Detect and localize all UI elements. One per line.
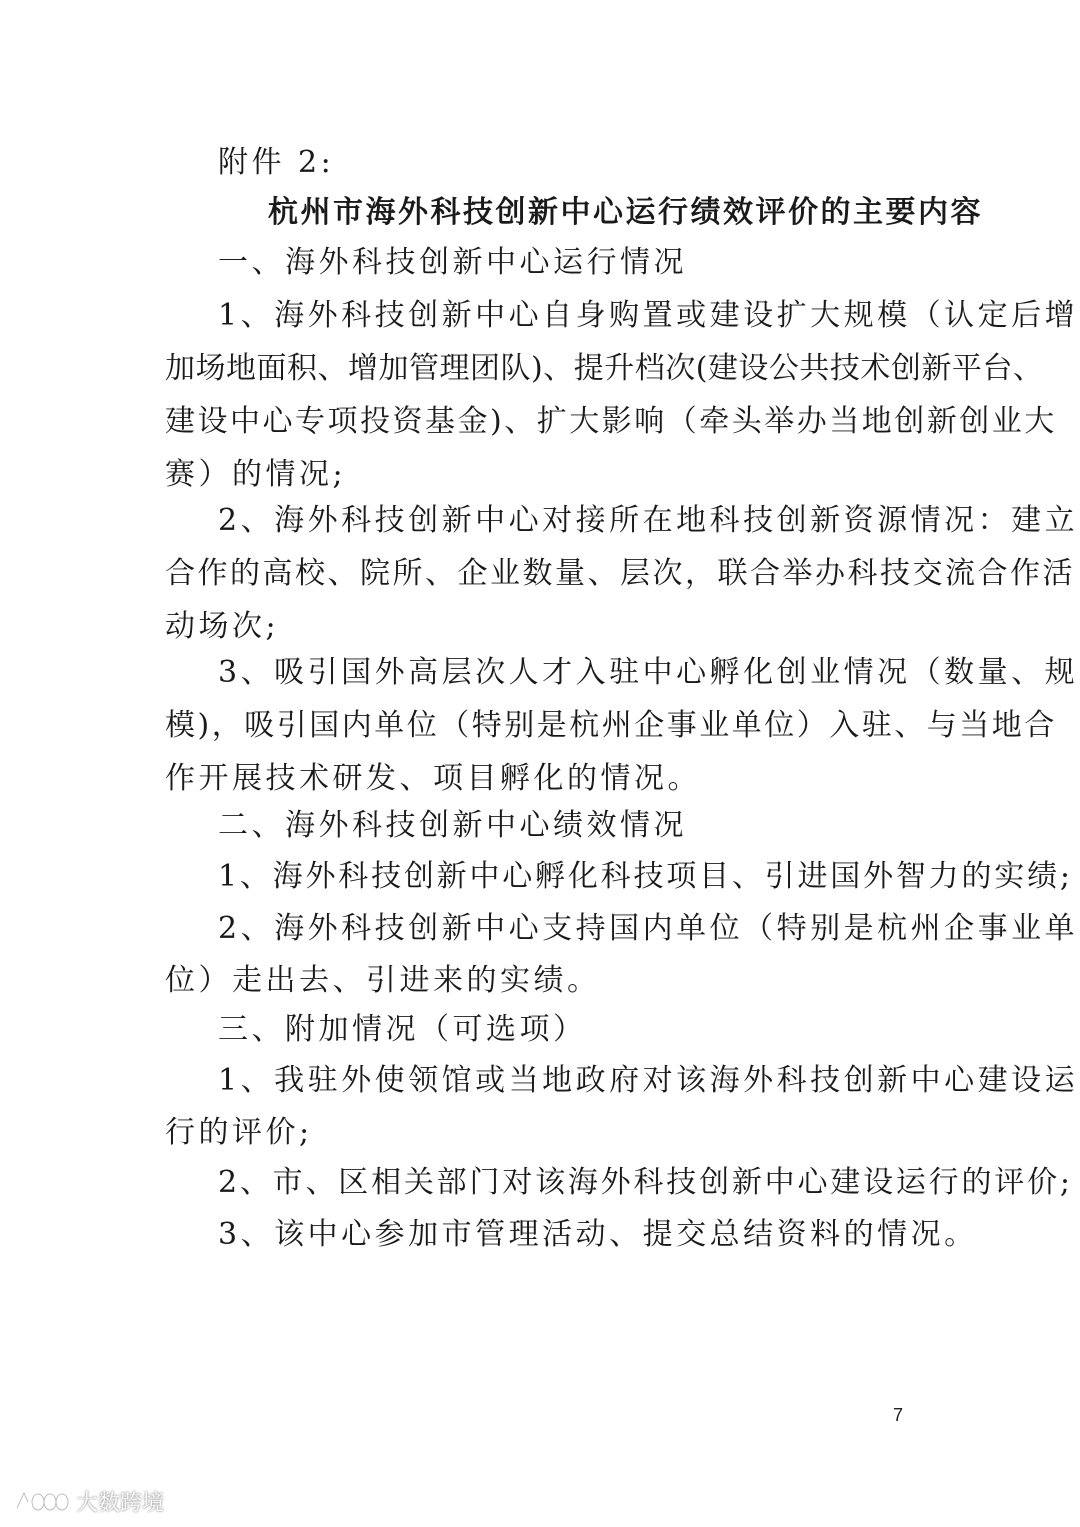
- body-line: 位）走出去、引进来的实绩。: [165, 963, 601, 998]
- watermark: [14, 1486, 164, 1516]
- document-title: 杭州市海外科技创新中心运行绩效评价的主要内容: [268, 195, 983, 230]
- body-line: 加场地面积、增加管理团队)、提升档次(建设公共技术创新平台、: [165, 351, 1044, 386]
- body-line: 3、该中心参加市管理活动、提交总结资料的情况。: [218, 1217, 978, 1252]
- body-line: 1、我驻外使领馆或当地政府对该海外科技创新中心建设运: [218, 1063, 1079, 1098]
- body-line: 作开展技术研发、项目孵化的情况。: [165, 761, 701, 796]
- page-number: 7: [893, 1405, 904, 1425]
- logo-icon: [14, 1488, 72, 1514]
- section-heading: 一、海外科技创新中心运行情况: [218, 245, 687, 280]
- section-heading: 三、附加情况（可选项）: [218, 1012, 587, 1047]
- body-line: 动场次;: [165, 609, 280, 644]
- body-line: 建设中心专项投资基金)、扩大影响（牵头举办当地创新创业大: [165, 404, 1057, 439]
- body-line: 模)，吸引国内单位（特别是杭州企事业单位）入驻、与当地合: [165, 708, 1057, 743]
- watermark-text: 大数跨境: [76, 1490, 165, 1516]
- body-line: 3、吸引国外高层次人才入驻中心孵化创业情况（数量、规: [218, 655, 1079, 690]
- body-line: 2、海外科技创新中心对接所在地科技创新资源情况：建立: [218, 503, 1079, 538]
- body-line: 1、海外科技创新中心自身购置或建设扩大规模（认定后增: [218, 298, 1079, 333]
- section-heading: 二、海外科技创新中心绩效情况: [218, 808, 687, 843]
- body-line: 行的评价;: [165, 1115, 313, 1150]
- body-line: 赛）的情况;: [165, 457, 347, 492]
- body-line: 合作的高校、院所、企业数量、层次，联合举办科技交流合作活: [165, 556, 1075, 591]
- body-line: 2、市、区相关部门对该海外科技创新中心建设运行的评价;: [218, 1165, 1073, 1200]
- body-line: 1、海外科技创新中心孵化科技项目、引进国外智力的实绩;: [218, 859, 1073, 894]
- attachment-label: 附件 2:: [218, 145, 335, 180]
- body-line: 2、海外科技创新中心支持国内单位（特别是杭州企事业单: [218, 911, 1079, 946]
